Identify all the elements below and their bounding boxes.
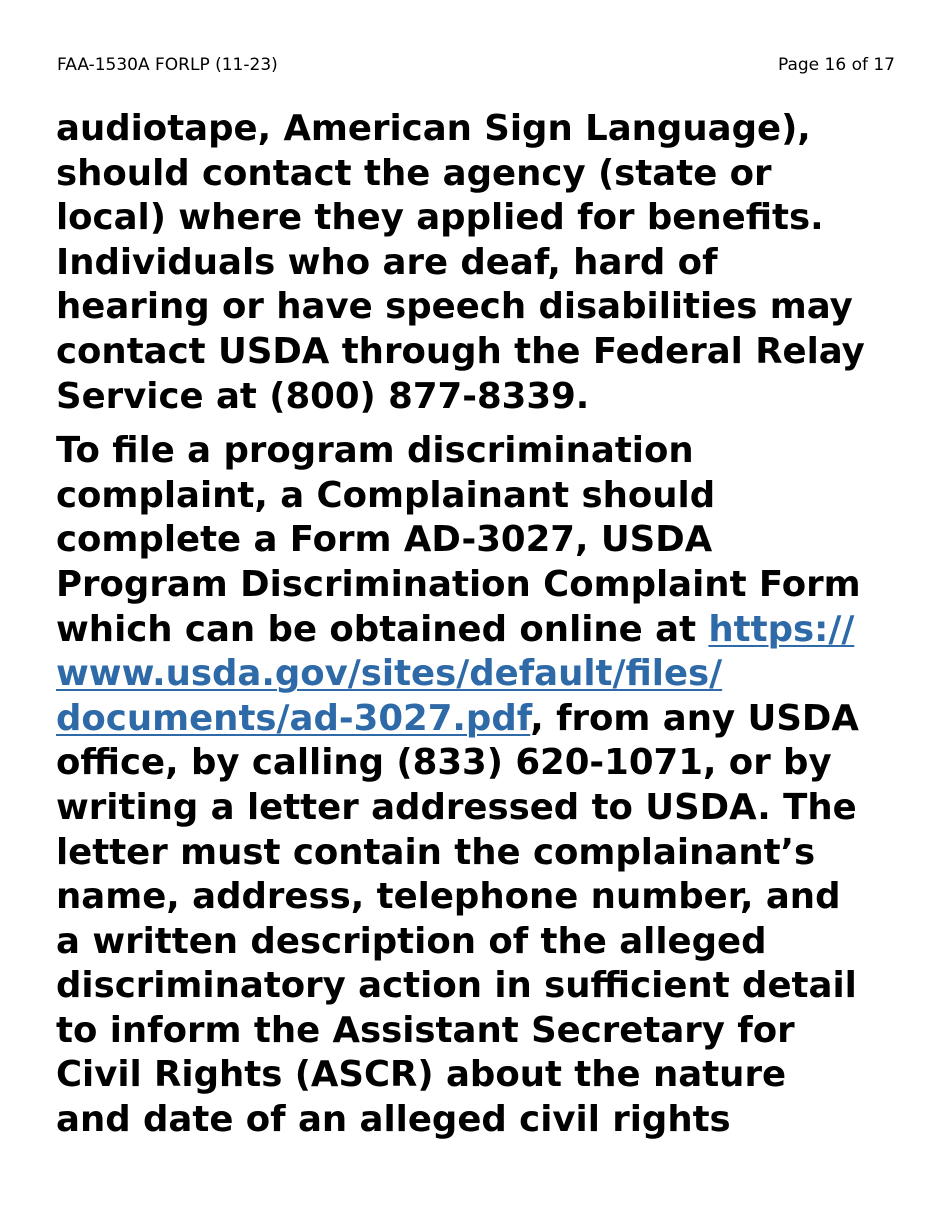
text-line: to inform the Assistant Secretary for bbox=[56, 1009, 795, 1051]
link-lead-text: which can be obtained online at bbox=[56, 608, 709, 650]
text-line: complete a Form AD-3027, USDA bbox=[56, 519, 713, 561]
text-line: local) where they applied for benefits. bbox=[56, 197, 824, 239]
ad-3027-form-link-continued[interactable]: www.usda.gov/sites/default/files/ bbox=[56, 653, 723, 695]
text-line-with-link bbox=[56, 608, 906, 653]
text-line: hearing or have speech disabilities may bbox=[56, 286, 853, 328]
link-tail-text: , from any USDA bbox=[530, 697, 859, 739]
text-line-with-link bbox=[56, 697, 906, 742]
ad-3027-form-link-end[interactable]: documents/ad-3027.pdf bbox=[56, 697, 531, 739]
text-line: writing a letter addressed to USDA. The bbox=[56, 786, 857, 828]
text-line: audiotape, American Sign Language), bbox=[56, 108, 811, 149]
text-line-with-link bbox=[56, 652, 906, 697]
text-line: office, by calling (833) 620-1071, or by bbox=[56, 742, 832, 784]
text-line: and date of an alleged civil rights bbox=[56, 1099, 731, 1141]
text-line: Program Discrimination Complaint Form bbox=[56, 563, 861, 605]
page-header bbox=[57, 52, 895, 78]
text-line: should contact the agency (state or bbox=[56, 152, 772, 194]
document-body bbox=[56, 107, 906, 1143]
ad-3027-form-link[interactable]: https:// bbox=[708, 608, 855, 650]
text-line: name, address, telephone number, and bbox=[56, 876, 841, 918]
text-line: Service at (800) 877-8339. bbox=[56, 375, 590, 417]
accessibility-paragraph bbox=[56, 107, 906, 419]
text-line: contact USDA through the Federal Relay bbox=[56, 330, 865, 372]
text-line: To file a program discrimination bbox=[56, 430, 694, 472]
text-line: Civil Rights (ASCR) about the nature bbox=[56, 1054, 787, 1096]
complaint-paragraph bbox=[56, 429, 906, 1143]
text-line: complaint, a Complainant should bbox=[56, 474, 716, 516]
text-line: Individuals who are deaf, hard of bbox=[56, 241, 718, 283]
text-line: a written description of the alleged bbox=[56, 920, 767, 962]
form-identifier: FAA-1530A FORLP (11-23) bbox=[57, 55, 278, 75]
text-line: letter must contain the complainant’s bbox=[56, 831, 816, 873]
text-line: discriminatory action in sufficient detail bbox=[56, 965, 857, 1007]
page-number: Page 16 of 17 bbox=[777, 55, 895, 75]
